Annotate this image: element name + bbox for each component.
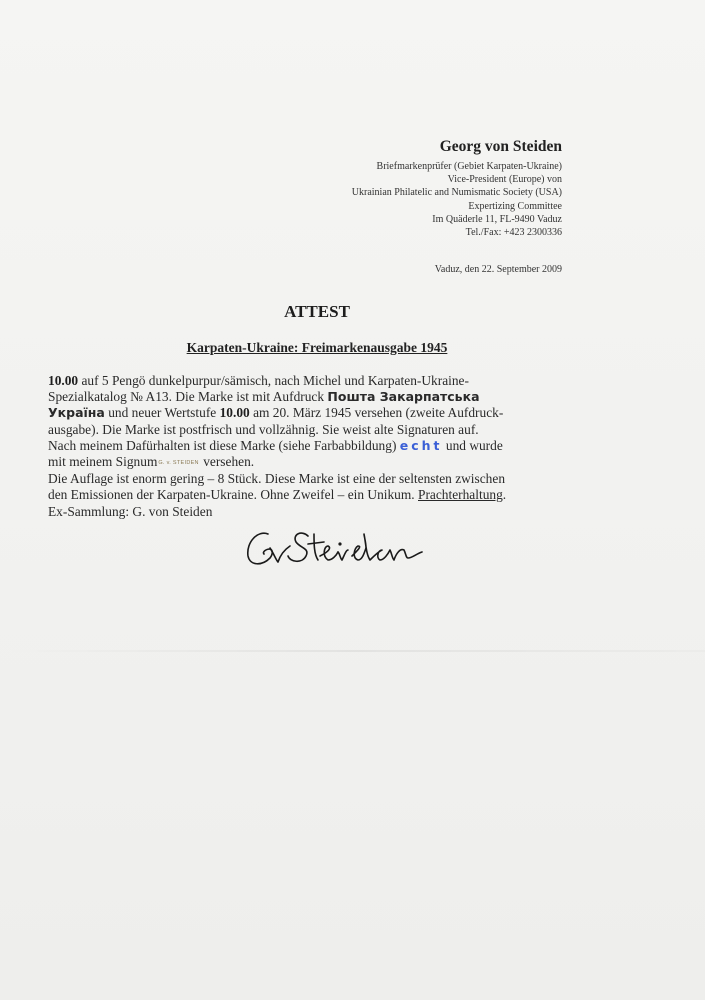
body-line-6 [48,454,588,471]
body-text: mit meinem Signum [48,454,158,470]
stamp-value: 10.00 [48,373,79,388]
letterhead-line-address: Im Quäderle 11, FL-9490 Vaduz [432,213,562,225]
paper-fold-line [0,650,705,652]
letterhead-name: Georg von Steiden [439,138,562,155]
letterhead-line-phone: Tel./Fax: +423 2300336 [465,227,562,239]
overprint-text: Пошта Закарпатська [327,389,480,405]
body-line-4: ausgabe). Die Marke ist postfrisch und vollzähnig. Sie weist alte Signaturen auf. [48,421,479,437]
body-text: auf 5 Pengö dunkelpurpur/sämisch, nach Michel und Karpaten-Ukraine- [78,373,469,388]
letterhead-line-vice-president: Vice-President (Europe) von [447,174,562,186]
body-line-9: Ex-Sammlung: G. von Steiden [48,503,213,519]
body-text: versehen. [199,454,255,470]
document-subtitle: Karpaten-Ukraine: Freimarkenausgabe 1945 [186,340,448,355]
signum-stamp: G. v. STEIDEN [158,460,199,467]
body-line-7: Die Auflage ist enorm gering – 8 Stück. Diese Marke ist eine der seltensten zwischen [48,471,506,487]
overprint-text: Україна [48,405,105,421]
body-text: Nach meinem Dafürhalten ist diese Marke (siehe Farbabbildung) [48,437,400,453]
new-value: 10.00 [219,405,250,421]
body-line-3 [48,405,588,421]
body-line-1 [48,373,588,389]
certificate-body [48,373,588,520]
body-text: . [502,487,507,503]
body-text: und neuer Wertstufe [104,405,220,421]
body-text: Spezialkatalog № A13. Die Marke ist mit Aufdruck [48,389,328,405]
body-line-8 [48,487,588,503]
condition-underlined: Prachterhaltung [418,487,503,503]
body-text: und wurde [442,437,503,453]
letterhead-line-role: Briefmarkenprüfer (Gebiet Karpaten-Ukraine) [376,161,562,172]
handwritten-signature [240,520,440,575]
letterhead-line-committee: Expertizing Committee [468,200,562,212]
letterhead-line-society: Ukrainian Philatelic and Numismatic Society (USA) [351,187,562,199]
letterhead [352,138,562,239]
date-line: Vaduz, den 22. September 2009 [434,264,562,275]
echt-mark: echt [399,437,443,453]
document-title: ATTEST [284,302,350,321]
body-text: am 20. März 1945 versehen (zweite Aufdruck- [249,405,504,421]
body-line-5 [48,438,588,454]
body-line-2 [48,389,588,405]
body-text: den Emissionen der Karpaten-Ukraine. Ohne Zweifel – ein Unikum. [48,487,418,503]
